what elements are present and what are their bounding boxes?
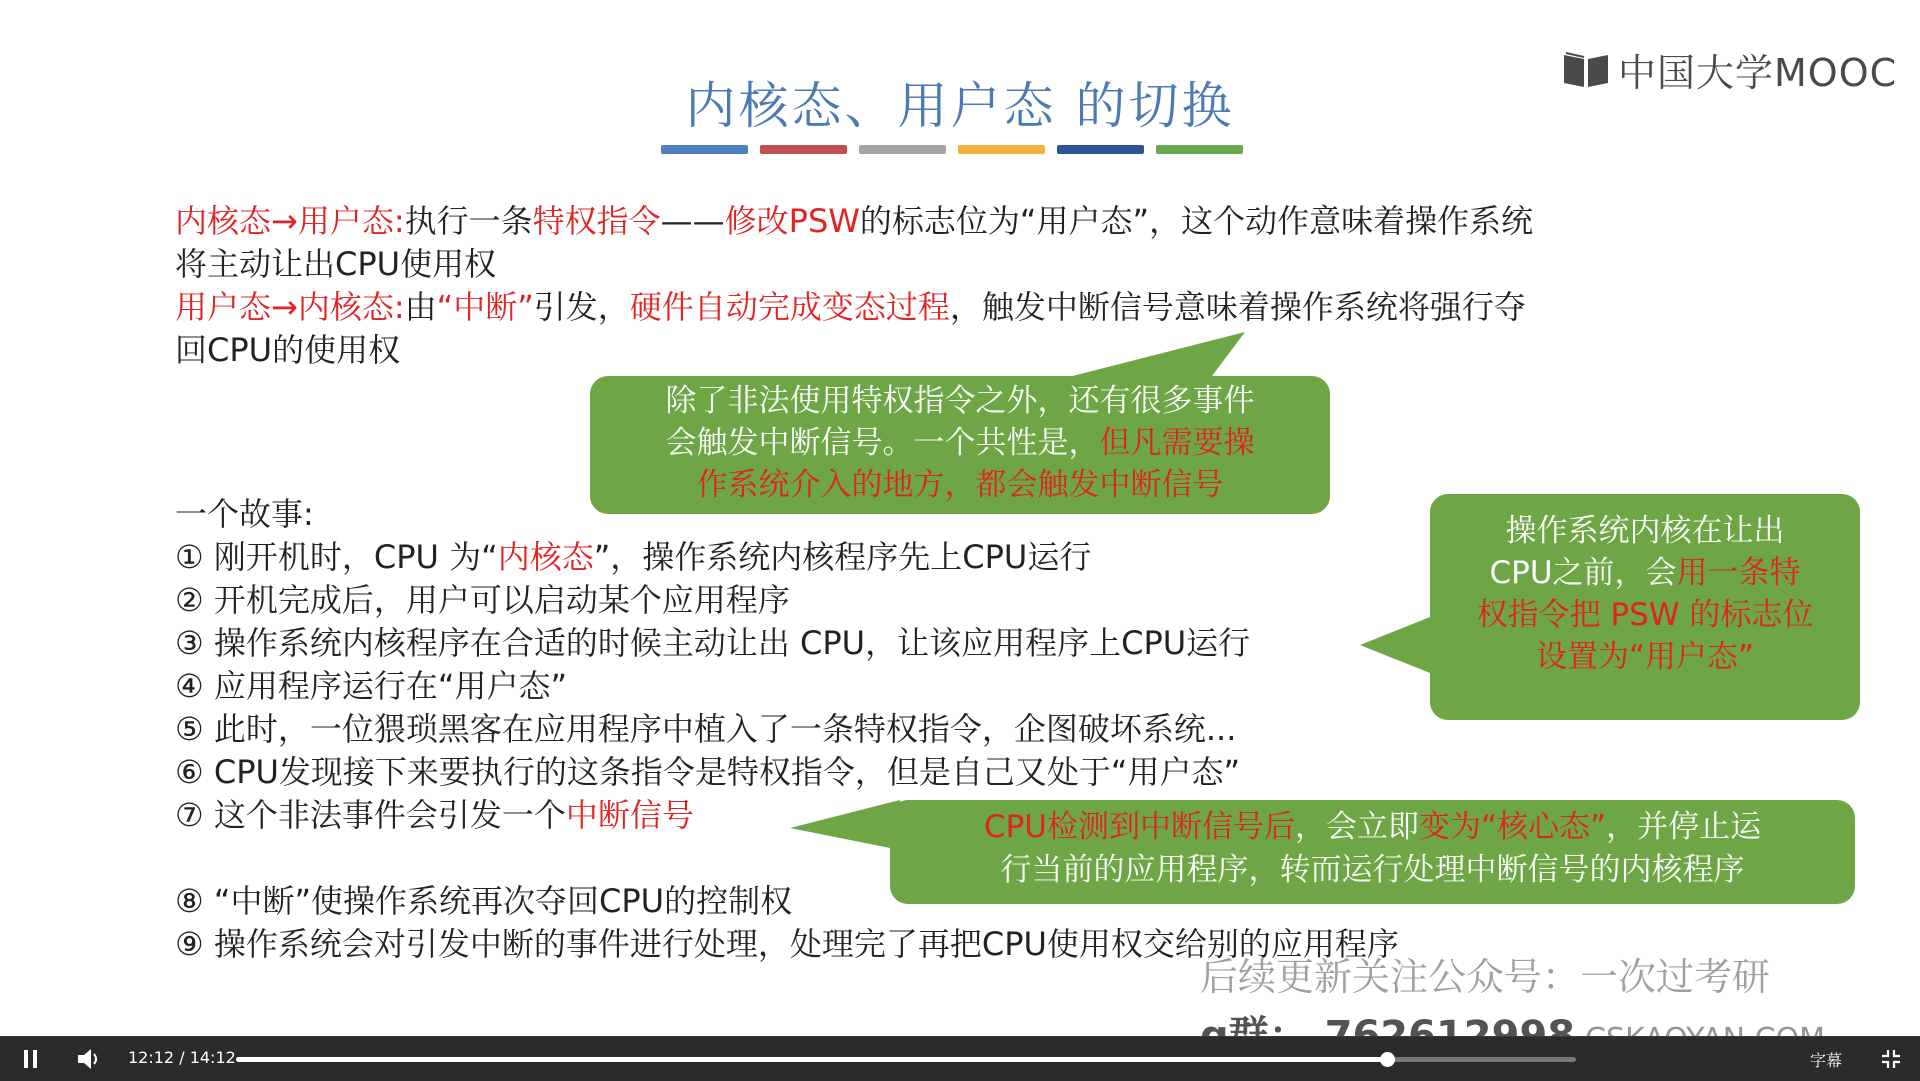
watermark-follow: 后续更新关注公众号：一次过考研	[1200, 955, 1771, 999]
time-separator: /	[179, 1048, 185, 1067]
time-display	[128, 1048, 236, 1067]
story-step-9: ⑨ 操作系统会对引发中断的事件进行处理，处理完了再把CPU使用权交给别的应用程序	[175, 925, 1399, 963]
story-step-3: ③ 操作系统内核程序在合适的时候主动让出 CPU，让该应用程序上CPU运行	[175, 624, 1251, 662]
user-to-kernel-line-2: 回CPU的使用权	[175, 331, 401, 369]
story-step-8: ⑧ “中断”使操作系统再次夺回CPU的控制权	[175, 882, 793, 920]
stripe-3	[859, 145, 946, 154]
slide-title: 内核态、用户态 的切换	[685, 77, 1235, 135]
bubble-2-tail	[1360, 615, 1435, 675]
stripe-5	[1057, 145, 1144, 154]
title-color-stripes	[661, 145, 1243, 154]
pause-icon[interactable]	[22, 1049, 40, 1069]
stripe-2	[760, 145, 847, 154]
progress-thumb[interactable]	[1380, 1052, 1395, 1067]
progress-bar[interactable]	[236, 1057, 1576, 1062]
story-step-4: ④ 应用程序运行在“用户态”	[175, 667, 568, 705]
story-step-6: ⑥ CPU发现接下来要执行的这条指令是特权指令，但是自己又处于“用户态”	[175, 753, 1241, 791]
kernel-to-user-line: 内核态→用户态:执行一条特权指令——修改PSW的标志位为“用户态”，这个动作意味着操作系统	[175, 202, 1534, 240]
story-step-1: ① 刚开机时，CPU 为“内核态”，操作系统内核程序先上CPU运行	[175, 538, 1092, 576]
stripe-1	[661, 145, 748, 154]
current-time: 12:12	[128, 1048, 175, 1067]
callout-bubble-interrupt-sources: 除了非法使用特权指令之外，还有很多事件 会触发中断信号。一个共性是，但凡需要操 作系统介入的地方，都会触发中断信号	[590, 376, 1330, 514]
callout-bubble-psw-flag: 操作系统内核在让出 CPU之前，会用一条特 权指令把 PSW 的标志位 设置为“用户态”	[1430, 494, 1860, 720]
stripe-4	[958, 145, 1045, 154]
user-to-kernel-line: 用户态→内核态:由“中断”引发，硬件自动完成变态过程，触发中断信号意味着操作系统将强行夺	[175, 288, 1526, 326]
progress-fill	[236, 1057, 1387, 1062]
exit-fullscreen-icon[interactable]	[1880, 1048, 1902, 1070]
brand-name: 中国大学MOOC	[1618, 51, 1898, 95]
stripe-6	[1156, 145, 1243, 154]
callout-bubble-kernel-switch: CPU检测到中断信号后，会立即变为“核心态”，并停止运 行当前的应用程序，转而运行处理中断信号的内核程序	[890, 800, 1855, 904]
story-step-2: ② 开机完成后，用户可以启动某个应用程序	[175, 581, 790, 619]
kernel-to-user-line-2: 将主动让出CPU使用权	[175, 245, 497, 283]
story-step-5: ⑤ 此时，一位猥琐黑客在应用程序中植入了一条特权指令，企图破坏系统...	[175, 710, 1237, 748]
story-heading: 一个故事:	[175, 495, 314, 533]
subtitle-toggle[interactable]: 字幕	[1810, 1051, 1843, 1070]
story-step-7: ⑦ 这个非法事件会引发一个中断信号	[175, 796, 694, 834]
duration: 14:12	[189, 1048, 236, 1067]
video-controls-bar	[0, 1036, 1920, 1081]
volume-icon[interactable]	[76, 1047, 102, 1071]
bubble-3-tail	[790, 800, 900, 850]
